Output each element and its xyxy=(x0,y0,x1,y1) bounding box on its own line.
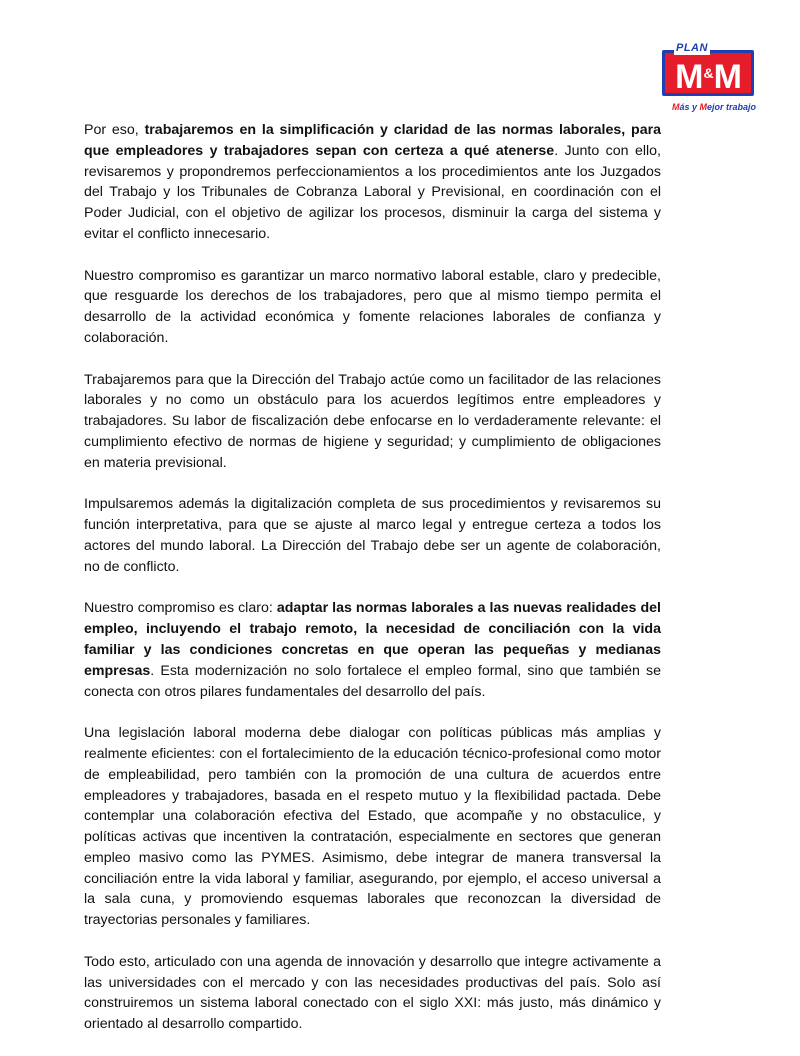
paragraph-legislacion-moderna: Una legislación laboral moderna debe dialogar con políticas públicas más amplias y realmente eficientes: con el fortalecimiento de la educación técnico-profesional como motor de empleabilidad, pero también con la promoción de una cultura de acuerdos entre empleadores y trabajadores, basada en el respeto mutuo y la flexibilidad pactada. Debe contemplar una colaboración efectiva del Estado, que acompañe y no obstaculice, y políticas activas que incentiven la contratación, especialmente en sectores que generan empleo masivo como las PYMES. Asimismo, debe integrar de manera transversal la conciliación entre la vida laboral y familiar, asegurando, por ejemplo, el acceso universal a la sala cuna, y promoviendo esquemas laborales que reconozcan la diversidad de trayectorias personales y familiares. xyxy=(84,725,661,929)
logo-tagline-rest2: ejor trabajo xyxy=(707,102,757,112)
paragraph-direccion-trabajo: Trabajaremos para que la Dirección del Trabajo actúe como un facilitador de las relaciones laborales y no como un obstáculo para los acuerdos legítimos entre empleadores y trabajadores. Su labor de fiscalización debe enfocarse en lo verdaderamente relevante: el cumplimiento efectivo de normas de higiene y seguridad; y cumplimiento de obligaciones en materia previsional. xyxy=(84,371,661,471)
p1-rest: . Junto con ello, revisaremos y propondremos perfeccionamientos a los procedimientos ante los Juzgados del Trabajo y los Tribunales de Cobranza Laboral y Previsional, en coordinación con el Poder Judicial, con el objetivo de agilizar los procesos, disminuir la carga del sistema y evitar el conflicto innecesario. xyxy=(84,142,661,242)
logo-m-left: M xyxy=(675,58,703,96)
logo-m-right: M xyxy=(713,58,741,96)
logo-tagline xyxy=(672,102,756,112)
logo-tagline-m1: M xyxy=(672,102,680,112)
p5-rest: . Esta modernización no solo fortalece el empleo formal, sino que también se conecta con otros pilares fundamentales del desarrollo del país. xyxy=(84,662,661,700)
p5-bold: adaptar las normas laborales a las nuevas realidades del empleo, incluyendo el trabajo remoto, la necesidad de conciliación con la vida familiar y las condiciones concretas en que operan las pequeñas y medianas empresas xyxy=(84,600,661,679)
logo-mm-text xyxy=(662,50,754,96)
p1-bold: trabajaremos en la simplificación y claridad de las normas laborales, para que empleadores y trabajadores sepan con certeza a qué atenerse xyxy=(84,122,662,159)
paragraph-simplificacion xyxy=(84,120,661,245)
paragraph-digitalizacion: Impulsaremos además la digitalización completa de sus procedimientos y revisaremos su función interpretativa, para que se ajuste al marco legal y entregue certeza a todos los actores del mundo laboral. La Dirección del Trabajo debe ser un agente de colaboración, no de conflicto. xyxy=(84,496,661,575)
plan-mm-logo xyxy=(662,42,758,118)
logo-ampersand: & xyxy=(703,65,713,81)
logo-tagline-rest1: ás y xyxy=(679,102,700,112)
paragraph-marco-normativo: Nuestro compromiso es garantizar un marco normativo laboral estable, claro y predecible, que resguarde los derechos de los trabajadores, pero que al mismo tiempo permita el desarrollo de la actividad económica y fomente relaciones laborales de confianza y colaboración. xyxy=(84,267,661,346)
document-body xyxy=(84,120,661,1056)
p5-lead: Nuestro compromiso es claro: xyxy=(84,600,277,617)
logo-tagline-m2: M xyxy=(699,102,708,112)
p1-lead: Por eso, xyxy=(84,122,145,138)
paragraph-innovacion: Todo esto, articulado con una agenda de innovación y desarrollo que integre activamente a las universidades con el mercado y con las necesidades productivas del país. Solo así construiremos un sistema laboral conectado con el siglo XXI: más justo, más dinámico y orientado al desarrollo compartido. xyxy=(84,953,661,1033)
paragraph-compromiso xyxy=(84,598,661,702)
logo-plan-text: PLAN xyxy=(676,42,708,54)
